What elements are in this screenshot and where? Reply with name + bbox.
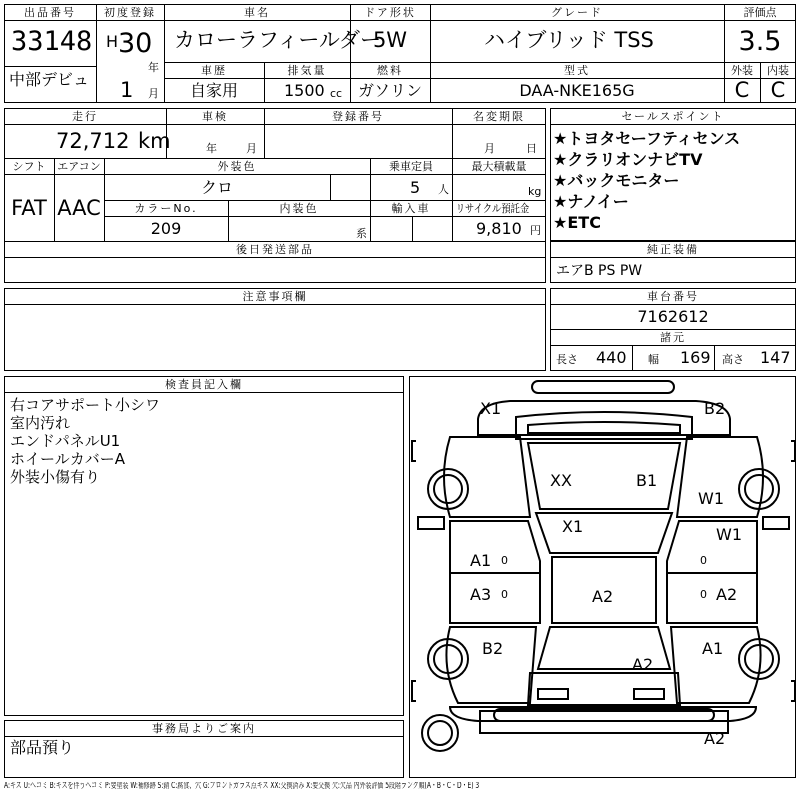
car-outline — [410, 377, 796, 778]
height-value: 147 — [760, 348, 791, 367]
score-label: 評価点 — [743, 6, 777, 19]
damage-diagram — [409, 376, 796, 778]
interior-label: 内装 — [767, 64, 789, 77]
exterior-grade: C — [734, 78, 750, 102]
interior-grade: C — [770, 78, 786, 102]
damage-mark-left-rear-door: A3 — [470, 585, 492, 604]
office-value: 部品預り — [10, 738, 75, 757]
height-label: 高さ — [722, 353, 744, 366]
exterior-label: 外装 — [731, 64, 753, 77]
equipment-label: 純正装備 — [647, 243, 699, 256]
damage-mark-front-left-corner: X1 — [480, 399, 502, 418]
recycle-unit: 円 — [530, 224, 541, 237]
legend-text: A:キズ U:ヘコミ B:キズを伴うヘコミ P:要塗装 W:補修跡 S:錆 C:腐食、穴 G:フロントガラス点キズ XX:交換済み X:要交換 欠:欠品 内外装評価 5段階ランク順(A・B・C・D・E) 3 — [4, 782, 480, 791]
sales-point-item: ★ETC — [553, 213, 601, 232]
inspector-note: 室内汚れ — [10, 414, 71, 432]
legend-footer — [4, 782, 796, 791]
inspector-note: 外装小傷有り — [10, 468, 101, 486]
fuel-label: 燃料 — [377, 64, 403, 77]
mileage-unit: km — [138, 129, 171, 153]
mileage-label: 走行 — [72, 110, 98, 123]
side-mark-left-front: 0 — [501, 554, 508, 567]
dimensions-label: 諸元 — [660, 331, 686, 344]
max-load-label: 最大積載量 — [471, 160, 527, 173]
width-value: 169 — [680, 348, 711, 367]
damage-mark-rear-bumper: A2 — [704, 729, 726, 748]
damage-mark-front-right-wheel: W1 — [698, 489, 724, 508]
damage-mark-right-fender: W1 — [716, 525, 742, 544]
sales-point-item: ★トヨタセーフティセンス — [553, 129, 741, 148]
damage-mark-hood-right: B1 — [636, 471, 658, 490]
inspection-year-unit: 年 — [206, 142, 217, 155]
damage-mark-windshield: X1 — [562, 517, 584, 536]
damage-mark-front-right-corner: B2 — [704, 399, 726, 418]
mileage-value: 72,712 — [56, 129, 130, 153]
sales-point-item: ★クラリオンナビTV — [553, 150, 703, 169]
sales-points-label: セールスポイント — [621, 110, 725, 123]
era-letter: H — [106, 32, 119, 51]
door-value: 5W — [372, 28, 408, 52]
max-load-unit: kg — [528, 185, 542, 198]
venue: 中部デビュ — [9, 70, 90, 89]
door-label: ドア形状 — [364, 6, 416, 19]
lot-number: 33148 — [11, 26, 93, 57]
capacity-unit: 人 — [438, 183, 449, 196]
sales-point-item: ★バックモニター — [553, 171, 680, 190]
equipment-value: エアB PS PW — [556, 263, 643, 279]
recycle-value: 9,810 — [476, 219, 522, 238]
displacement-value: 1500 — [284, 81, 325, 100]
exterior-color-value: クロ — [200, 178, 234, 197]
side-mark-right-rear: 0 — [700, 588, 707, 601]
side-mark-right-front: 0 — [700, 554, 707, 567]
grade-label: グレード — [551, 6, 603, 19]
shift-label: シフト — [12, 160, 46, 173]
damage-mark-roof: A2 — [592, 587, 614, 606]
inspection-month-unit: 月 — [246, 142, 257, 155]
length-label: 長さ — [556, 353, 578, 366]
model-value: DAA-NKE165G — [519, 81, 635, 100]
damage-mark-left-rear-fender: B2 — [482, 639, 504, 658]
sales-points-list — [553, 128, 740, 233]
inspector-label: 検査員記入欄 — [165, 378, 243, 391]
damage-mark-hood-left: XX — [550, 471, 572, 490]
inspection-label: 車検 — [202, 110, 228, 123]
namechange-month-unit: 月 — [484, 142, 495, 155]
damage-mark-left-front-door: A1 — [470, 551, 492, 570]
fuel-value: ガソリン — [357, 81, 423, 100]
width-label: 幅 — [648, 353, 659, 366]
recycle-label: リサイクル預託金 — [455, 202, 530, 215]
inspector-notes — [10, 396, 160, 486]
exterior-color-label: 外装色 — [217, 160, 257, 173]
car-name: カローラフィールダー — [174, 28, 382, 52]
later-parts-label: 後日発送部品 — [236, 243, 314, 256]
chassis-label: 車台番号 — [647, 290, 699, 303]
inspector-note: ホイールカバーA — [10, 450, 125, 468]
month-unit: 月 — [148, 87, 159, 100]
office-label: 事務局よりご案内 — [152, 722, 256, 735]
side-mark-left-rear: 0 — [501, 588, 508, 601]
chassis-number: 7162612 — [637, 307, 709, 326]
car-name-label: 車名 — [244, 6, 270, 19]
history-label: 車歴 — [201, 64, 227, 77]
reg-month: 1 — [120, 78, 134, 102]
color-number-value: 209 — [150, 219, 182, 238]
inspector-note: 右コアサポート小シワ — [10, 396, 161, 414]
damage-mark-right-rear-fender: A1 — [702, 639, 724, 658]
year-unit: 年 — [148, 61, 159, 74]
score-value: 3.5 — [738, 26, 782, 57]
lot-label: 出品番号 — [24, 6, 76, 19]
displacement-label: 排気量 — [287, 64, 327, 77]
length-value: 440 — [596, 348, 627, 367]
import-label: 輸入車 — [391, 202, 431, 215]
aircon-value: AAC — [57, 196, 101, 220]
regnum-label: 登録番号 — [332, 110, 384, 123]
aircon-label: エアコン — [57, 160, 101, 173]
reg-year: 30 — [118, 28, 153, 59]
capacity-label: 乗車定員 — [389, 160, 433, 173]
grade-value: ハイブリッド TSS — [484, 28, 654, 52]
namechange-label: 名変期限 — [473, 110, 525, 123]
damage-mark-right-front-door: A2 — [716, 585, 738, 604]
color-number-label: カラーNo. — [134, 202, 198, 215]
caution-label: 注意事項欄 — [242, 290, 308, 303]
sales-point-item: ★ナノイー — [553, 192, 629, 211]
history-value: 自家用 — [189, 81, 239, 100]
namechange-day-unit: 日 — [526, 142, 537, 155]
capacity-value: 5 — [410, 178, 421, 197]
shift-value: FAT — [11, 196, 47, 220]
interior-color-label: 内装色 — [279, 202, 319, 215]
damage-mark-rear-glass: A2 — [632, 655, 654, 674]
displacement-unit: cc — [330, 87, 343, 100]
model-label: 型式 — [564, 64, 590, 77]
first-reg-label: 初度登録 — [104, 6, 156, 19]
interior-color-unit: 系 — [356, 227, 367, 240]
inspector-note: エンドパネルU1 — [10, 432, 121, 450]
